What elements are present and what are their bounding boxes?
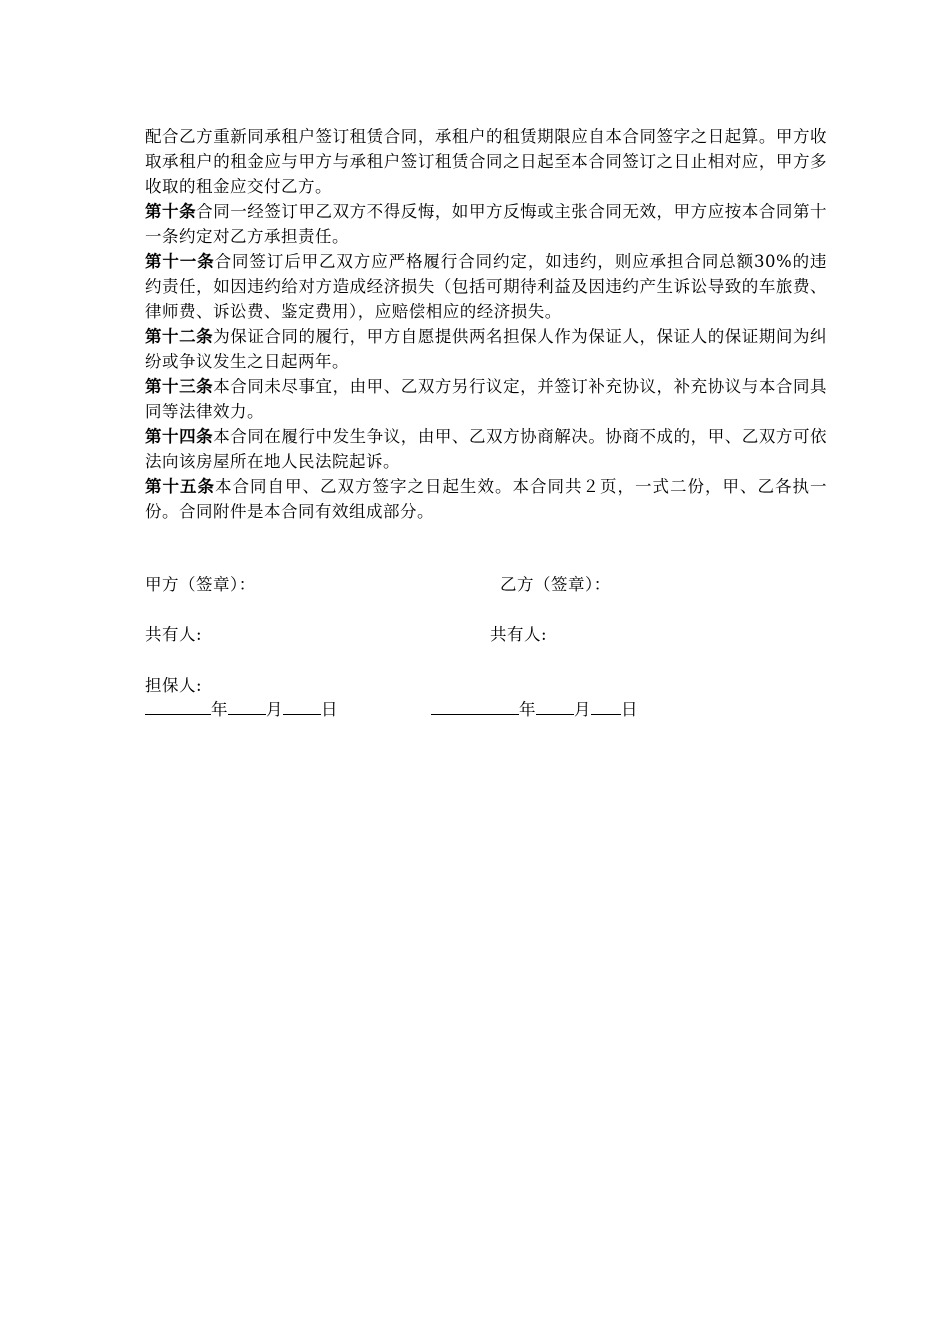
article-15 (145, 474, 827, 524)
date-line-a (145, 697, 338, 722)
article-text: 本合同自甲、乙双方签字之日起生效。本合同共２页，一式二份，甲、乙各执一份。合同附件是本合同有效组成部分。 (145, 477, 827, 521)
year-label: 年 (211, 700, 228, 719)
paragraph-continuation (145, 124, 827, 199)
month-blank (536, 698, 574, 715)
month-label: 月 (266, 700, 283, 719)
article-text: 为保证合同的履行，甲方自愿提供两名担保人作为保证人，保证人的保证期间为纠纷或争议发生之日起两年。 (145, 327, 828, 371)
party-b-signature-label: 乙方（签章）： (500, 575, 611, 594)
party-a-signature-label: 甲方（签章）： (145, 575, 256, 594)
year-label: 年 (519, 700, 536, 719)
month-label: 月 (574, 700, 591, 719)
article-13 (145, 374, 827, 424)
day-blank (591, 698, 621, 715)
article-text: 本合同在履行中发生争议，由甲、乙双方协商解决。协商不成的，甲、乙双方可依法向该房屋所在地人民法院起诉。 (145, 427, 828, 471)
article-text: 本合同未尽事宜，由甲、乙双方另行议定，并签订补充协议，补充协议与本合同具同等法律效力。 (145, 377, 828, 421)
co-owner-a-label: 共有人: (145, 625, 203, 644)
article-12 (145, 324, 827, 374)
guarantor-label: 担保人: (145, 676, 203, 695)
article-text: 合同签订后甲乙双方应严格履行合同约定，如违约，则应承担合同总额30%的违约责任，如因违约给对方造成经济损失（包括可期待利益及因违约产生诉讼导致的车旅费、律师费、诉讼费、鉴定费用），应赔偿相应的经济损失。 (145, 252, 827, 321)
article-text: 配合乙方重新同承租户签订租赁合同，承租户的租赁期限应自本合同签字之日起算。甲方收取承租户的租金应与甲方与承租户签订租赁合同之日起至本合同签订之日止相对应，甲方多收取的租金应交付乙方。 (145, 127, 827, 196)
article-number: 第十三条 (145, 377, 214, 396)
article-number: 第十一条 (145, 252, 215, 271)
contract-body (145, 124, 827, 524)
day-label: 日 (321, 700, 338, 719)
article-number: 第十五条 (145, 477, 215, 496)
year-blank (145, 698, 211, 715)
article-11 (145, 249, 827, 324)
article-10 (145, 199, 827, 249)
co-owner-b-label: 共有人: (490, 625, 548, 644)
year-blank (431, 698, 519, 715)
day-blank (283, 698, 321, 715)
article-number: 第十四条 (145, 427, 214, 446)
article-number: 第十条 (145, 202, 197, 221)
article-14 (145, 424, 827, 474)
date-line-b (431, 697, 638, 722)
article-text: 合同一经签订甲乙双方不得反悔，如甲方反悔或主张合同无效，甲方应按本合同第十一条约定对乙方承担责任。 (145, 202, 828, 246)
article-number: 第十二条 (145, 327, 214, 346)
day-label: 日 (621, 700, 638, 719)
month-blank (228, 698, 266, 715)
